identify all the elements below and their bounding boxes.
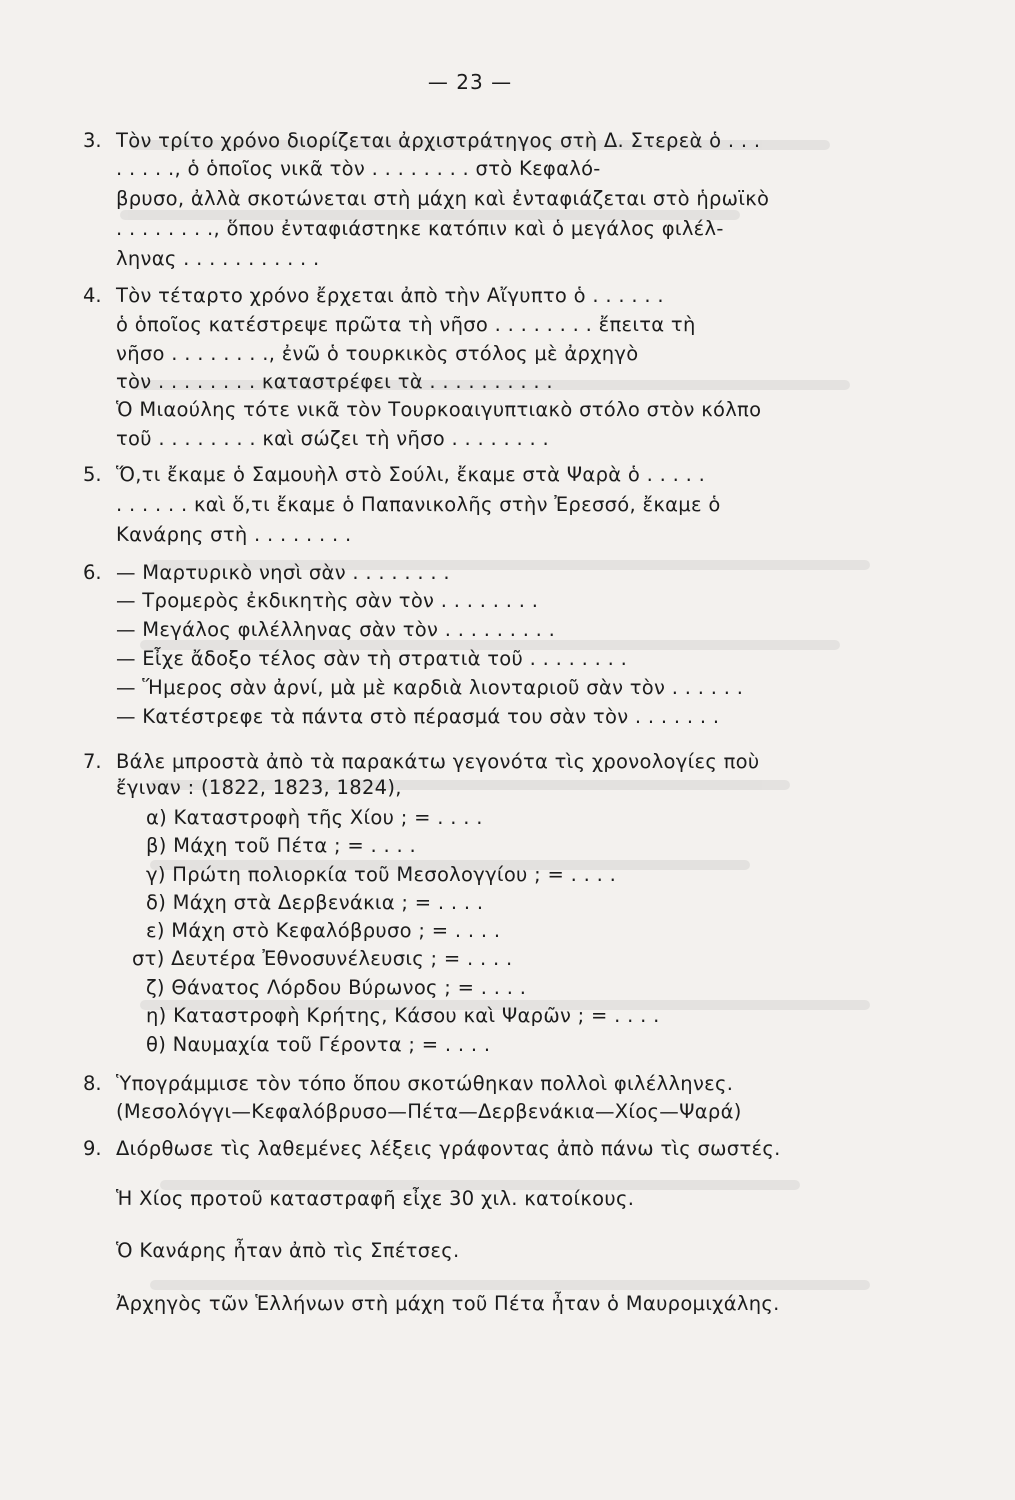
question-7-number: 7. bbox=[83, 750, 102, 773]
question-8-line-2: (Μεσολόγγι—Κεφαλόβρυσο—Πέτα—Δερβενάκια—Χίος—Ψαρά) bbox=[116, 1100, 742, 1123]
question-6-line-3: — Μεγάλος φιλέλληνας σὰν τὸν . . . . . . . . . bbox=[116, 618, 556, 641]
question-5-line-2: . . . . . . καὶ ὅ,τι ἔκαμε ὁ Παπανικολῆς στὴν Ἐρεσσό, ἔκαμε ὁ bbox=[116, 493, 721, 516]
question-7-item-c: γ) Πρώτη πολιορκία τοῦ Μεσολογγίου ; = . . . . bbox=[146, 863, 617, 886]
question-9-sentence-3: Ἀρχηγὸς τῶν Ἑλλήνων στὴ μάχη τοῦ Πέτα ἦταν ὁ Μαυρομιχάλης. bbox=[116, 1292, 780, 1315]
question-3-line-3: βρυσο, ἀλλὰ σκοτώνεται στὴ μάχη καὶ ἐνταφιάζεται στὸ ἡρωϊκὸ bbox=[116, 187, 770, 210]
question-4-line-2: ὁ ὁποῖος κατέστρεψε πρῶτα τὴ νῆσο . . . . . . . . ἔπειτα τὴ bbox=[116, 313, 696, 336]
question-3-line-2: . . . . ., ὁ ὁποῖος νικᾶ τὸν . . . . . . . . στὸ Κεφαλό- bbox=[116, 157, 601, 180]
question-7-item-st: στ) Δευτέρα Ἐθνοσυνέλευσις ; = . . . . bbox=[132, 947, 513, 970]
question-6-line-2: — Τρομερὸς ἐκδικητὴς σὰν τὸν . . . . . . . . bbox=[116, 589, 539, 612]
page-number: — 23 — bbox=[427, 70, 513, 94]
question-7-item-z: ζ) Θάνατος Λόρδου Βύρωνος ; = . . . . bbox=[146, 976, 527, 999]
question-4-line-1: Τὸν τέταρτο χρόνο ἔρχεται ἀπὸ τὴν Αἴγυπτο ὁ . . . . . . bbox=[116, 284, 664, 307]
question-6-line-5: — Ἥμερος σὰν ἀρνί, μὰ μὲ καρδιὰ λιονταριοῦ σὰν τὸν . . . . . . bbox=[116, 676, 744, 699]
question-6-line-6: — Κατέστρεφε τὰ πάντα στὸ πέρασμά του σὰν τὸν . . . . . . . bbox=[116, 705, 720, 728]
question-5-line-3: Κανάρης στὴ . . . . . . . . bbox=[116, 523, 352, 546]
question-7-item-h: η) Καταστροφὴ Κρήτης, Κάσου καὶ Ψαρῶν ; = . . . . bbox=[146, 1004, 660, 1027]
question-4-line-6: τοῦ . . . . . . . . καὶ σώζει τὴ νῆσο . . . . . . . . bbox=[116, 427, 550, 450]
question-4-line-3: νῆσο . . . . . . . ., ἐνῶ ὁ τουρκικὸς στόλος μὲ ἀρχηγὸ bbox=[116, 342, 639, 365]
question-8-number: 8. bbox=[83, 1072, 102, 1095]
question-6-line-1: — Μαρτυρικὸ νησὶ σὰν . . . . . . . . bbox=[116, 561, 450, 584]
question-9-sentence-1: Ἡ Χίος προτοῦ καταστραφῆ εἶχε 30 χιλ. κατοίκους. bbox=[116, 1187, 635, 1210]
question-6-line-4: — Εἶχε ἄδοξο τέλος σὰν τὴ στρατιὰ τοῦ . . . . . . . . bbox=[116, 647, 628, 670]
question-7-item-e: ε) Μάχη στὸ Κεφαλόβρυσο ; = . . . . bbox=[146, 919, 501, 942]
question-9-line-1: Διόρθωσε τὶς λαθεμένες λέξεις γράφοντας ἀπὸ πάνω τὶς σωστές. bbox=[116, 1137, 781, 1160]
question-9-sentence-2: Ὁ Κανάρης ἦταν ἀπὸ τὶς Σπέτσες. bbox=[116, 1239, 460, 1262]
question-5-number: 5. bbox=[83, 463, 102, 486]
question-7-item-a: α) Καταστροφὴ τῆς Χίου ; = . . . . bbox=[146, 806, 483, 829]
question-4-number: 4. bbox=[83, 284, 102, 307]
question-5-line-1: Ὅ,τι ἔκαμε ὁ Σαμουὴλ στὸ Σούλι, ἔκαμε στὰ Ψαρὰ ὁ . . . . . bbox=[116, 463, 706, 486]
question-8-line-1: Ὑπογράμμισε τὸν τόπο ὅπου σκοτώθηκαν πολλοὶ φιλέλληνες. bbox=[116, 1072, 734, 1095]
question-6-number: 6. bbox=[83, 561, 102, 584]
question-3-number: 3. bbox=[83, 129, 102, 152]
question-7-item-d: δ) Μάχη στὰ Δερβενάκια ; = . . . . bbox=[146, 891, 484, 914]
question-3-line-1: Τὸν τρίτο χρόνο διορίζεται ἀρχιστράτηγος στὴ Δ. Στερεὰ ὁ . . . bbox=[116, 129, 761, 152]
question-7-item-th: θ) Ναυμαχία τοῦ Γέροντα ; = . . . . bbox=[146, 1033, 491, 1056]
question-7-item-b: β) Μάχη τοῦ Πέτα ; = . . . . bbox=[146, 834, 416, 857]
question-3-line-4: . . . . . . . ., ὅπου ἐνταφιάστηκε κατόπιν καὶ ὁ μεγάλος φιλέλ- bbox=[116, 217, 724, 240]
question-7-intro-line-2: ἔγιναν : (1822, 1823, 1824), bbox=[116, 776, 402, 799]
question-3-line-5: ληνας . . . . . . . . . . . bbox=[116, 247, 320, 270]
question-4-line-5: Ὁ Μιαούλης τότε νικᾶ τὸν Τουρκοαιγυπτιακὸ στόλο στὸν κόλπο bbox=[116, 398, 762, 421]
question-4-line-4: τὸν . . . . . . . . καταστρέφει τὰ . . . . . . . . . . bbox=[116, 370, 553, 393]
question-7-intro-line-1: Βάλε μπροστὰ ἀπὸ τὰ παρακάτω γεγονότα τὶς χρονολογίες ποὺ bbox=[116, 750, 760, 773]
question-9-number: 9. bbox=[83, 1137, 102, 1160]
